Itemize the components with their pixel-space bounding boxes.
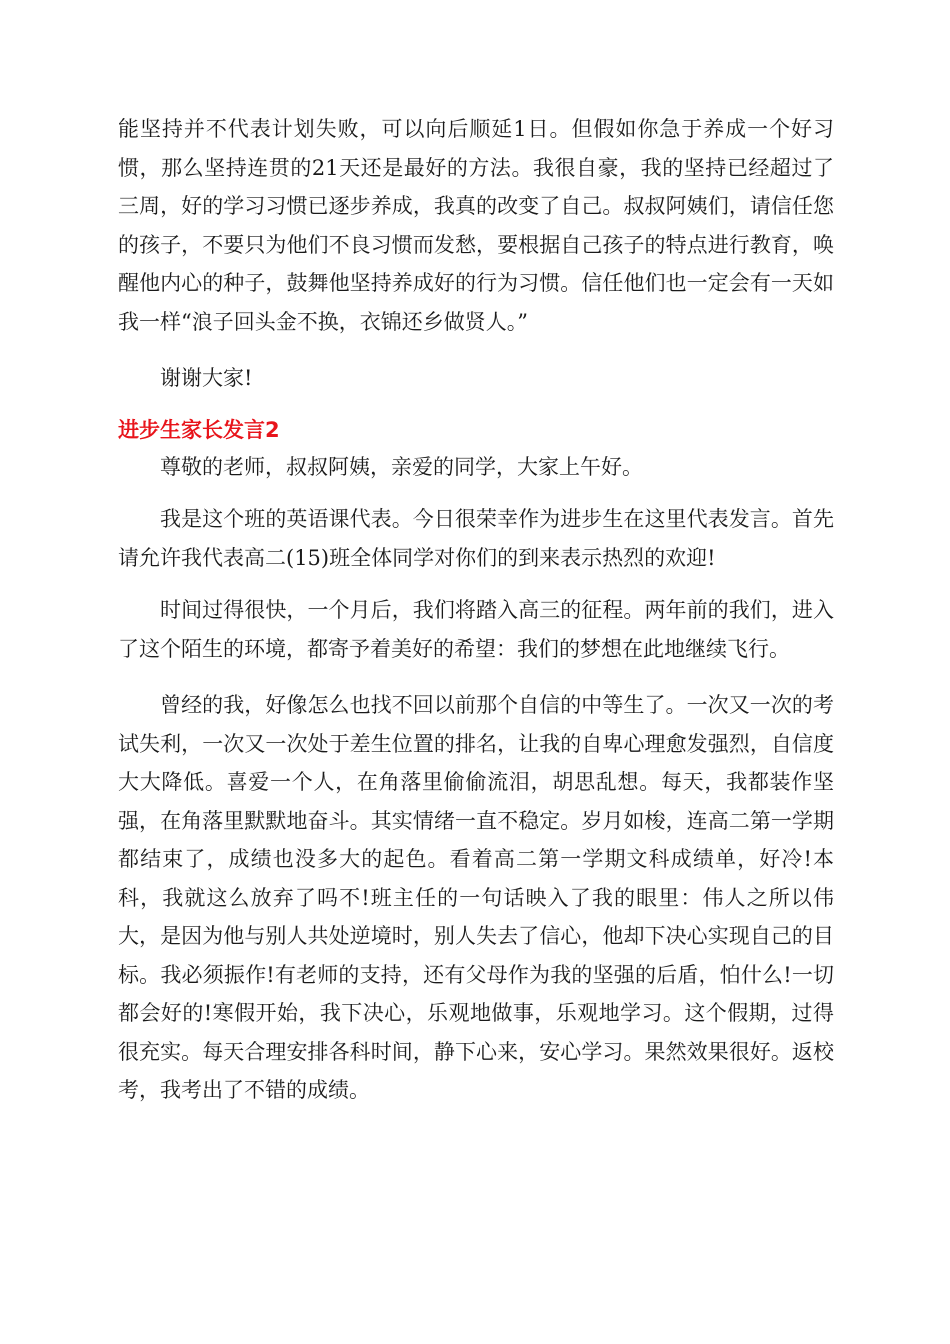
greeting-paragraph: 尊敬的老师，叔叔阿姨，亲爱的同学，大家上午好。 [160,454,643,479]
continuation-paragraph: 能坚持并不代表计划失败，可以向后顺延1日。但假如你急于养成一个好习惯，那么坚持连贯的21天还是最好的方法。我很自豪，我的坚持已经超过了三周，好的学习习惯已逐步养成，我真的改变了自己。叔叔阿姨们，请信任您的孩子，不要只为他们不良习惯而发愁，要根据自己孩子的特点进行教育，唤醒他内心的种子，鼓舞他坚持养成好的行为习惯。信任他们也一定会有一天如我一样“浪子回头金不换，衣锦还乡做贤人。” [118,117,834,334]
time-paragraph: 时间过得很快，一个月后，我们将踏入高三的征程。两年前的我们，进入了这个陌生的环境，都寄予着美好的希望：我们的梦想在此地继续飞行。 [118,598,834,661]
document-page [118,110,834,1110]
section-heading: 进步生家长发言2 [118,417,280,442]
thanks-paragraph: 谢谢大家! [160,366,253,390]
intro-paragraph: 我是这个班的英语课代表。今日很荣幸作为进步生在这里代表发言。首先请允许我代表高二(15)班全体同学对你们的到来表示热烈的欢迎! [118,507,834,570]
story-paragraph: 曾经的我，好像怎么也找不回以前那个自信的中等生了。一次又一次的考试失利，一次又一次处于差生位置的排名，让我的自卑心理愈发强烈，自信度大大降低。喜爱一个人，在角落里偷偷流泪，胡思乱想。每天，我都装作坚强，在角落里默默地奋斗。其实情绪一直不稳定。岁月如梭，连高二第一学期都结束了，成绩也没多大的起色。看着高二第一学期文科成绩单，好冷!本科，我就这么放弃了吗不!班主任的一句话映入了我的眼里：伟人之所以伟大，是因为他与别人共处逆境时，别人失去了信心，他却下决心实现自己的目标。我必须振作!有老师的支持，还有父母作为我的坚强的后盾，怕什么!一切都会好的!寒假开始，我下决心，乐观地做事，乐观地学习。这个假期，过得很充实。每天合理安排各科时间，静下心来，安心学习。果然效果很好。返校考，我考出了不错的成绩。 [118,693,834,1102]
